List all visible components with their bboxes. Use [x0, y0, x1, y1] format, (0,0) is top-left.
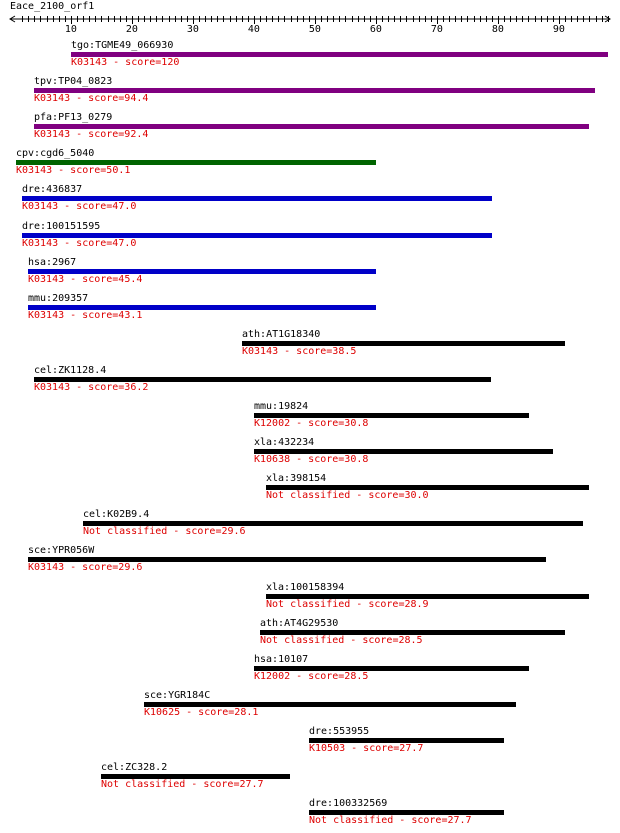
- hit-score-link[interactable]: K03143 - score=50.1: [16, 165, 131, 177]
- query-title: Eace_2100_orf1: [10, 1, 95, 12]
- hit-gene-link[interactable]: dre:100332569: [309, 798, 388, 810]
- hit-gene-link[interactable]: mmu:19824: [254, 401, 309, 412]
- hit-score-link[interactable]: K03143 - score=120: [71, 57, 180, 68]
- hit-gene-link[interactable]: tpv:TP04_0823: [34, 76, 113, 88]
- ruler-tick-label: 30: [186, 24, 199, 35]
- hit-gene-link[interactable]: hsa:10107: [254, 653, 309, 665]
- hit-score-link[interactable]: K12002 - score=28.5: [254, 670, 369, 682]
- hit-score-link[interactable]: K03143 - score=29.6: [28, 562, 143, 574]
- hit-score-link[interactable]: K03143 - score=47.0: [22, 237, 137, 249]
- hit-score-link[interactable]: K10503 - score=27.7: [309, 742, 424, 754]
- hit-gene-link[interactable]: cel:ZC328.2: [101, 762, 168, 773]
- hit-gene-link[interactable]: xla:100158394: [266, 581, 345, 593]
- hit-score-link[interactable]: Not classified - score=28.5: [260, 634, 423, 646]
- ruler-tick-label: 60: [369, 24, 382, 35]
- ruler-tick-label: 40: [247, 24, 260, 35]
- hit-score-link[interactable]: K10625 - score=28.1: [144, 706, 259, 718]
- hit-gene-link[interactable]: cel:ZK1128.4: [34, 364, 107, 376]
- hit-score-link[interactable]: K12002 - score=30.8: [254, 418, 369, 429]
- hit-gene-link[interactable]: ath:AT4G29530: [260, 617, 339, 629]
- ruler-tick-label: 20: [125, 24, 138, 35]
- hit-gene-link[interactable]: hsa:2967: [28, 256, 77, 268]
- hit-gene-link[interactable]: sce:YGR184C: [144, 689, 211, 701]
- hit-gene-link[interactable]: xla:432234: [254, 437, 315, 449]
- hit-gene-link[interactable]: dre:100151595: [22, 220, 101, 232]
- hit-score-link[interactable]: K10638 - score=30.8: [254, 454, 369, 466]
- hit-score-link[interactable]: K03143 - score=43.1: [28, 309, 143, 321]
- hit-score-link[interactable]: K03143 - score=36.2: [34, 381, 149, 393]
- hit-score-link[interactable]: Not classified - score=27.7: [101, 779, 264, 790]
- hit-score-link[interactable]: K03143 - score=45.4: [28, 273, 143, 285]
- hit-score-link[interactable]: K03143 - score=47.0: [22, 201, 137, 213]
- hit-gene-link[interactable]: mmu:209357: [28, 292, 89, 304]
- ruler-tick-label: 50: [308, 24, 321, 35]
- ruler-tick-label: 90: [552, 24, 565, 35]
- hit-gene-link[interactable]: cpv:cgd6_5040: [16, 148, 95, 160]
- hit-gene-link[interactable]: sce:YPR056W: [28, 545, 95, 557]
- hit-gene-link[interactable]: tgo:TGME49_066930: [71, 40, 174, 51]
- hit-gene-link[interactable]: xla:398154: [266, 473, 327, 485]
- hit-gene-link[interactable]: dre:553955: [309, 725, 370, 737]
- hit-gene-link[interactable]: cel:K02B9.4: [83, 509, 150, 521]
- hit-score-link[interactable]: K03143 - score=92.4: [34, 129, 149, 141]
- hit-gene-link[interactable]: pfa:PF13_0279: [34, 112, 113, 124]
- position-ruler: [0, 0, 620, 36]
- hit-score-link[interactable]: Not classified - score=28.9: [266, 598, 429, 610]
- hit-score-link[interactable]: Not classified - score=27.7: [309, 815, 472, 827]
- ruler-tick-label: 80: [491, 24, 504, 35]
- hit-score-link[interactable]: Not classified - score=30.0: [266, 490, 429, 502]
- ruler-tick-label: 70: [430, 24, 443, 35]
- ruler-tick-label: 10: [64, 24, 77, 35]
- hit-score-link[interactable]: Not classified - score=29.6: [83, 526, 246, 538]
- hit-score-link[interactable]: K03143 - score=94.4: [34, 93, 149, 105]
- hit-gene-link[interactable]: dre:436837: [22, 184, 83, 196]
- hit-score-link[interactable]: K03143 - score=38.5: [242, 345, 357, 357]
- hit-gene-link[interactable]: ath:AT1G18340: [242, 328, 321, 340]
